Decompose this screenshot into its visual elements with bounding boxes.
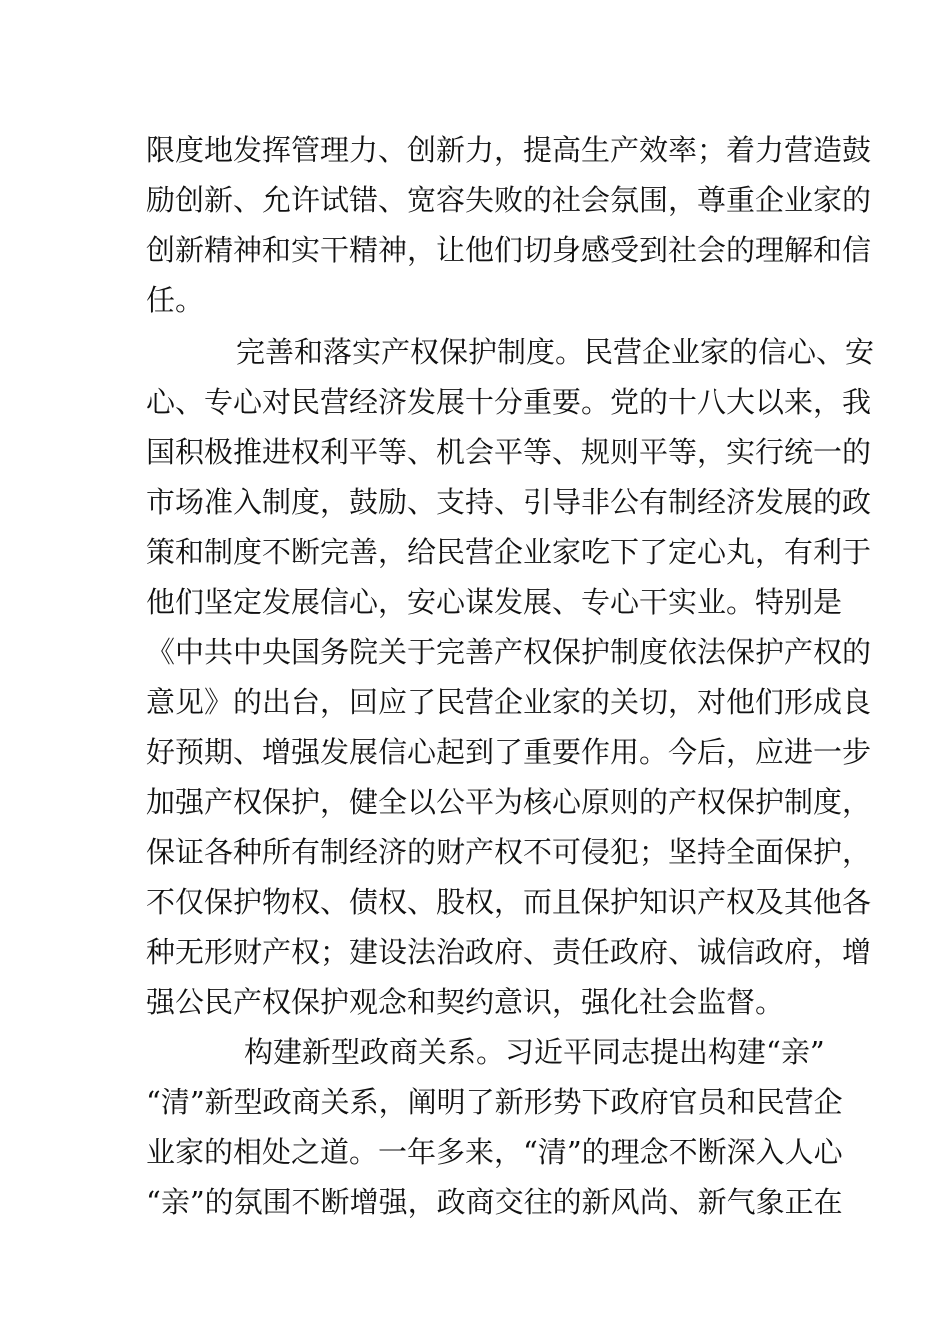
text-line: “清”新型政商关系，阐明了新形势下政府官员和民营企 (146, 1085, 843, 1119)
text-line: 好预期、增强发展信心起到了重要作用。今后，应进一步 (146, 735, 872, 769)
text-line: 国积极推进权利平等、机会平等、规则平等，实行统一的 (146, 435, 872, 469)
text-line: 强公民产权保护观念和契约意识，强化社会监督。 (146, 985, 785, 1019)
text-line: 不仅保护物权、债权、股权，而且保护知识产权及其他各 (146, 885, 872, 919)
paragraph-start-line: 构建新型政商关系。习近平同志提出构建“亲” (244, 1035, 825, 1069)
text-line: 业家的相处之道。一年多来，“清”的理念不断深入人心 (146, 1135, 843, 1169)
text-line: 他们坚定发展信心，安心谋发展、专心干实业。特别是 (146, 585, 843, 619)
text-line: 种无形财产权；建设法治政府、责任政府、诚信政府，增 (146, 935, 872, 969)
paragraph-start-line: 完善和落实产权保护制度。民营企业家的信心、安 (236, 335, 875, 369)
text-line: 策和制度不断完善，给民营企业家吃下了定心丸，有利于 (146, 535, 872, 569)
text-line: “亲”的氛围不断增强，政商交往的新风尚、新气象正在 (146, 1185, 843, 1219)
text-line: 保证各种所有制经济的财产权不可侵犯；坚持全面保护， (146, 835, 872, 869)
text-line: 创新精神和实干精神，让他们切身感受到社会的理解和信 (146, 233, 872, 267)
text-line: 《中共中央国务院关于完善产权保护制度依法保护产权的 (146, 635, 872, 669)
text-line: 市场准入制度，鼓励、支持、引导非公有制经济发展的政 (146, 485, 872, 519)
text-line: 心、专心对民营经济发展十分重要。党的十八大以来，我 (146, 385, 872, 419)
text-line: 励创新、允许试错、宽容失败的社会氛围，尊重企业家的 (146, 183, 872, 217)
text-line: 任。 (146, 283, 205, 317)
text-line: 意见》的出台，回应了民营企业家的关切，对他们形成良 (146, 685, 872, 719)
text-line: 限度地发挥管理力、创新力，提高生产效率；着力营造鼓 (146, 133, 872, 167)
text-line: 加强产权保护，健全以公平为核心原则的产权保护制度， (146, 785, 872, 819)
